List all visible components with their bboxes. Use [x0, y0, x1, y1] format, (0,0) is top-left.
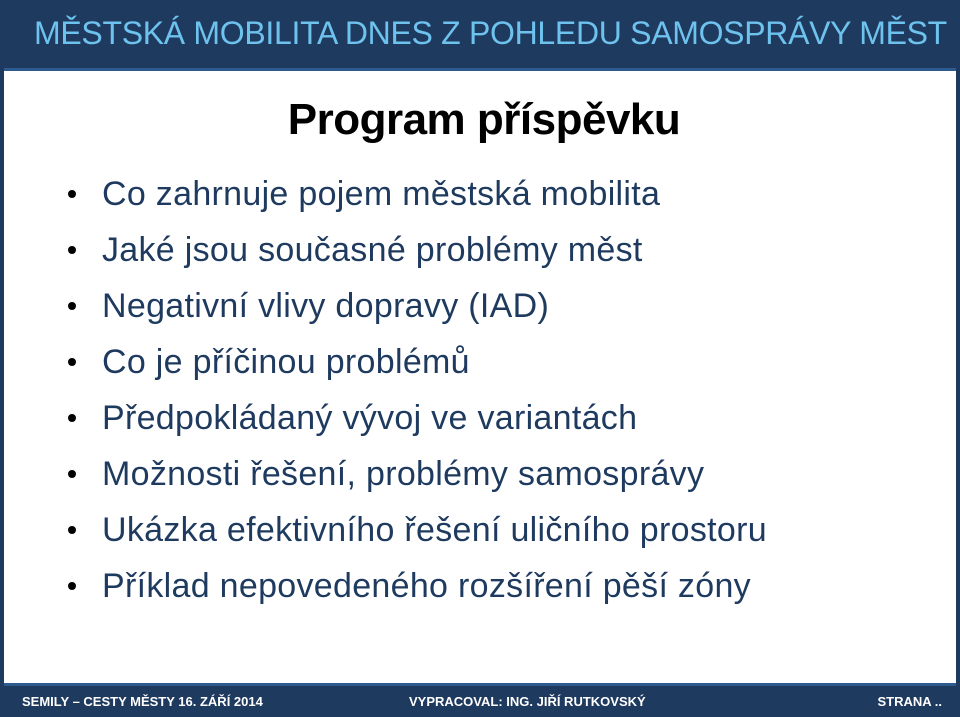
bullet-text: Co je příčinou problémů — [102, 343, 470, 381]
bullet-text: Předpokládaný vývoj ve variantách — [102, 399, 638, 437]
footer-author: VYPRACOVAL: ING. JIŘÍ RUTKOVSKÝ — [409, 694, 646, 709]
bullet-icon — [68, 582, 76, 590]
bullet-text: Příklad nepovedeného rozšíření pěší zóny — [102, 567, 751, 605]
bullet-icon — [68, 190, 76, 198]
footer-bar — [4, 683, 960, 717]
list-item — [68, 222, 948, 278]
footer-event-date: SEMILY – CESTY MĚSTY 16. ZÁŘÍ 2014 — [22, 694, 263, 709]
bullet-text: Možnosti řešení, problémy samosprávy — [102, 455, 705, 493]
list-item — [68, 446, 948, 502]
list-item — [68, 558, 948, 614]
bullet-icon — [68, 526, 76, 534]
bullet-icon — [68, 246, 76, 254]
list-item — [68, 502, 948, 558]
bullet-text: Ukázka efektivního řešení uličního prostoru — [102, 511, 767, 549]
list-item — [68, 390, 948, 446]
header-title: MĚSTSKÁ MOBILITA DNES Z POHLEDU SAMOSPRÁVY MĚST — [34, 15, 947, 51]
header-bar — [4, 0, 960, 71]
list-item — [68, 166, 948, 222]
list-item — [68, 278, 948, 334]
slide-heading: Program příspěvku — [287, 95, 681, 144]
bullet-icon — [68, 358, 76, 366]
bullet-text: Jaké jsou současné problémy měst — [102, 231, 643, 269]
bullet-icon — [68, 302, 76, 310]
bullet-icon — [68, 470, 76, 478]
list-item — [68, 334, 948, 390]
footer-page-number: STRANA .. — [877, 694, 942, 709]
bullet-text: Co zahrnuje pojem městská mobilita — [102, 175, 661, 213]
bullet-text: Negativní vlivy dopravy (IAD) — [102, 287, 550, 325]
bullet-icon — [68, 414, 76, 422]
bullet-list — [68, 166, 948, 614]
